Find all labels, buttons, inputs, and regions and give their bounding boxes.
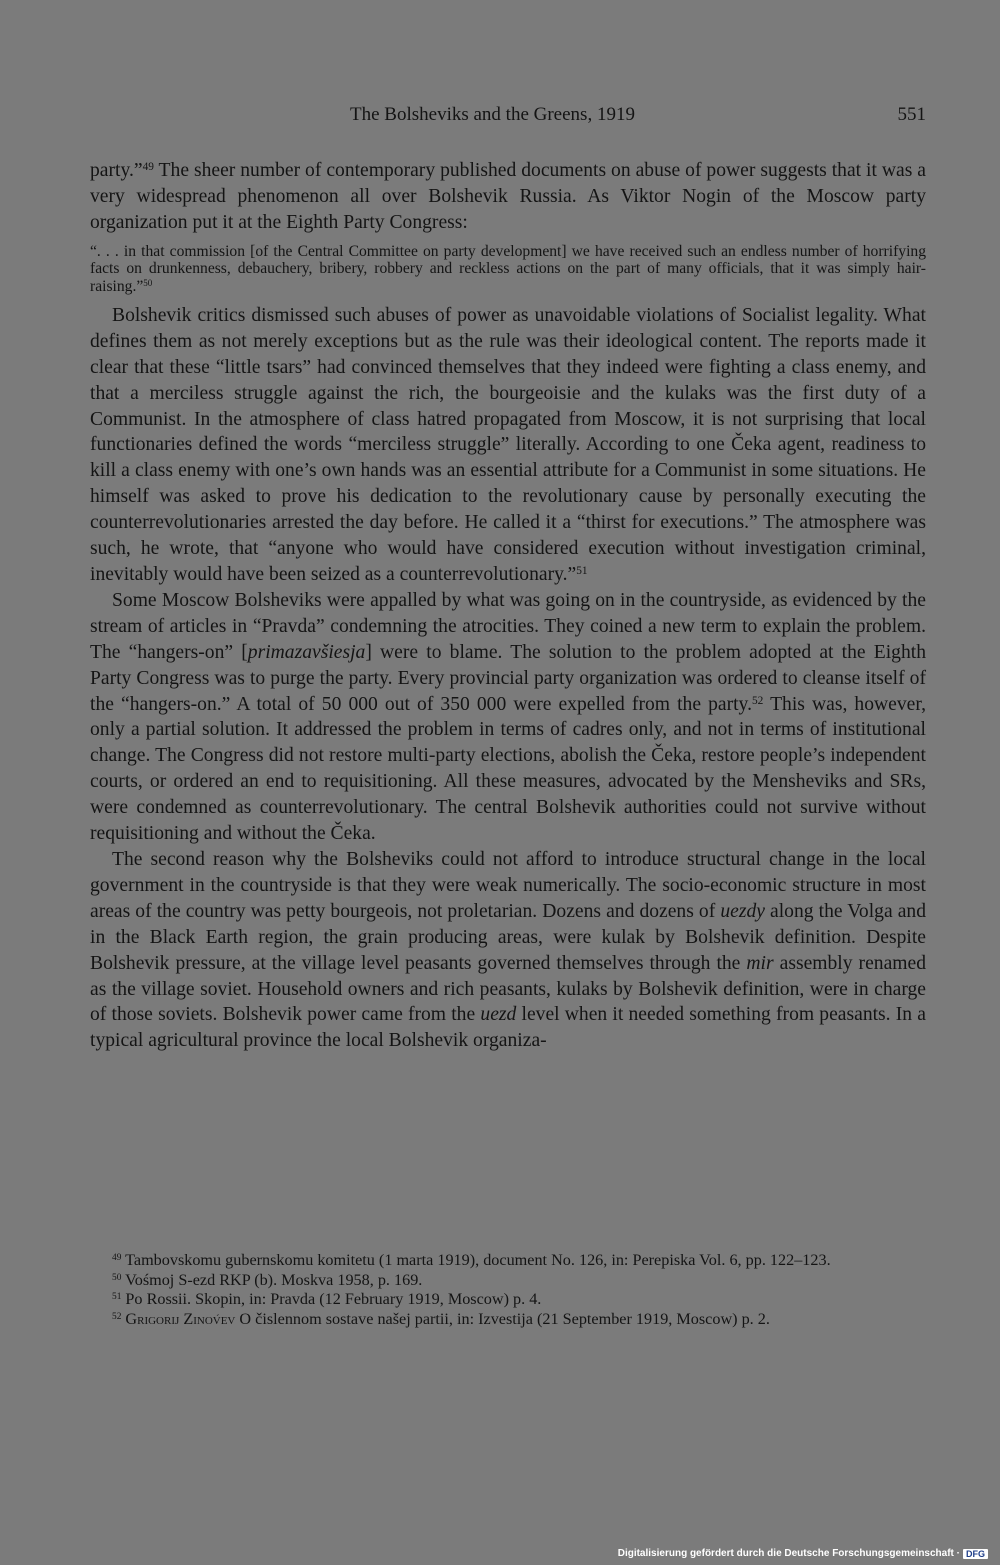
paragraph-3 (90, 588, 926, 847)
footnote-52 (90, 1310, 926, 1330)
digitization-credit (618, 1548, 988, 1559)
paragraph-4 (90, 847, 926, 1054)
text-run: Some Moscow Bolsheviks were appalled by what was going on in the countryside, as evidenced by the stream of articles in “Pravda” condemning the atrocities. They coined a new term to explain the problem. The “hangers-on” [ (90, 589, 926, 663)
paragraph-1 (90, 158, 926, 236)
footnote-author: Grigorij Zinov́ev (121, 1309, 236, 1328)
footnote-text: Po Rossii. Skopin, in: Pravda (12 February 1919, Moscow) p. 4. (121, 1290, 542, 1309)
text-run: party.” (90, 160, 143, 181)
quote-text: “. . . in that commission [of the Central Committee on party development] we have received such an endless number of horrifying facts on drunkenness, debauchery, bribery, robbery and reckless actions on the part of many officials, that it was simply hair-raising.” (90, 242, 926, 295)
footnote-number: 51 (112, 1292, 122, 1303)
footnote-ref-50: 50 (143, 277, 153, 288)
footnote-text: Tambovskomu gubernskomu komitetu (1 marta 1919), document No. 126, in: Perepiska Vol. 6, pp. 122–123. (121, 1251, 831, 1269)
text-run: ] were to blame. The solution to the problem adopted at the Eighth Party Congress was to purge the party. Every provincial party organization was ordered to cleanse itself of the “hangers-on.” A total of 50 000 out of 350 000 were expelled from the party. (90, 641, 926, 715)
running-title: The Bolsheviks and the Greens, 1919 (350, 104, 635, 125)
text-run: assembly renamed as the village soviet. Household owners and rich peasants, kulaks by Bolshevik definition, were in charge of those soviets. Bolshevik power came from the (90, 952, 926, 1026)
credit-text: Digitalisierung gefördert durch die Deutsche Forschungsgemeinschaft · (617, 1548, 960, 1559)
main-text (90, 158, 926, 1054)
footnote-text: O čislennom sostave našej partii, in: Izvestija (21 September 1919, Moscow) p. 2. (235, 1309, 770, 1328)
footnote-49 (90, 1251, 926, 1271)
italic-term: uezdy (720, 900, 765, 922)
italic-term: uezd (480, 1004, 517, 1026)
italic-term: mir (746, 952, 774, 974)
footnote-text: Vośmoj S-ezd RKP (b). Moskva 1958, p. 169. (121, 1270, 423, 1289)
page-number: 551 (897, 104, 926, 125)
footnote-number: 49 (112, 1252, 122, 1263)
paragraph-2 (90, 303, 926, 588)
footnote-number: 50 (112, 1272, 122, 1283)
text-run: level when it needed something from peasants. In a typical agricultural province the local Bolshevik organiza- (90, 1004, 927, 1052)
footnote-51 (90, 1290, 926, 1310)
italic-term: primazavšiesja (247, 641, 366, 663)
text-run: along the Volga and in the Black Earth region, the grain producing areas, were kulak by Bolshevik definition. Despite Bolshevik pressure, at the village level peasants governed themselves through the (90, 900, 926, 974)
text-run: The second reason why the Bolsheviks could not afford to introduce structural change in the local government in the countryside is that they were weak numerically. The socio-economic structure in most areas of the country was petty bourgeois, not proletarian. Dozens and dozens of (90, 848, 926, 922)
text-run: This was, however, only a partial solution. It addressed the problem in terms of cadres only, and not in terms of institutional change. The Congress did not restore multi-party elections, abolish the Čeka, restore people’s independent courts, or ordered an end to requisitioning. All these measures, advocated by the Mensheviks and SRs, were condemned as counterrevolutionary. The central Bolshevik authorities could not survive without requisitioning and without the Čeka. (90, 693, 926, 845)
footnote-number: 52 (112, 1311, 122, 1322)
block-quote (90, 243, 926, 295)
footnote-ref-51: 51 (576, 564, 588, 577)
text-run: The sheer number of contemporary published documents on abuse of power suggests that it was a very widespread phenomenon all over Bolshevik Russia. As Viktor Nogin of the Moscow party organization put it at the Eighth Party Congress: (90, 160, 926, 233)
dfg-logo: DFG (963, 1549, 988, 1559)
footnote-ref-52: 52 (751, 694, 764, 707)
text-run: Bolshevik critics dismissed such abuses of power as unavoidable violations of Socialist legality. What defines them as not merely exceptions but as the rule was their ideological content. The reports made it clear that these “little tsars” had convinced themselves that they indeed were fighting a class enemy, and that a merciless struggle against the rich, the bourgeoisie and the kulaks was the first duty of a Communist. In the atmosphere of class hatred propagated from Moscow, it is not surprising that local functionaries defined the words “merciless struggle” literally. According to one Čeka agent, readiness to kill a class enemy with one’s own hands was an essential attribute for a Communist in some situations. He himself was asked to prove his dedication to the revolutionary cause by personally executing the counterrevolutionaries arrested the day before. He called it a “thirst for executions.” The atmosphere was such, he wrote, that “anyone who would have considered execution without investigation criminal, inevitably would have been seized as a counterrevolutionary.” (90, 304, 926, 585)
footnote-50 (90, 1271, 926, 1291)
footnotes (90, 1251, 926, 1329)
running-header (90, 104, 926, 132)
footnote-ref-49: 49 (142, 160, 154, 173)
